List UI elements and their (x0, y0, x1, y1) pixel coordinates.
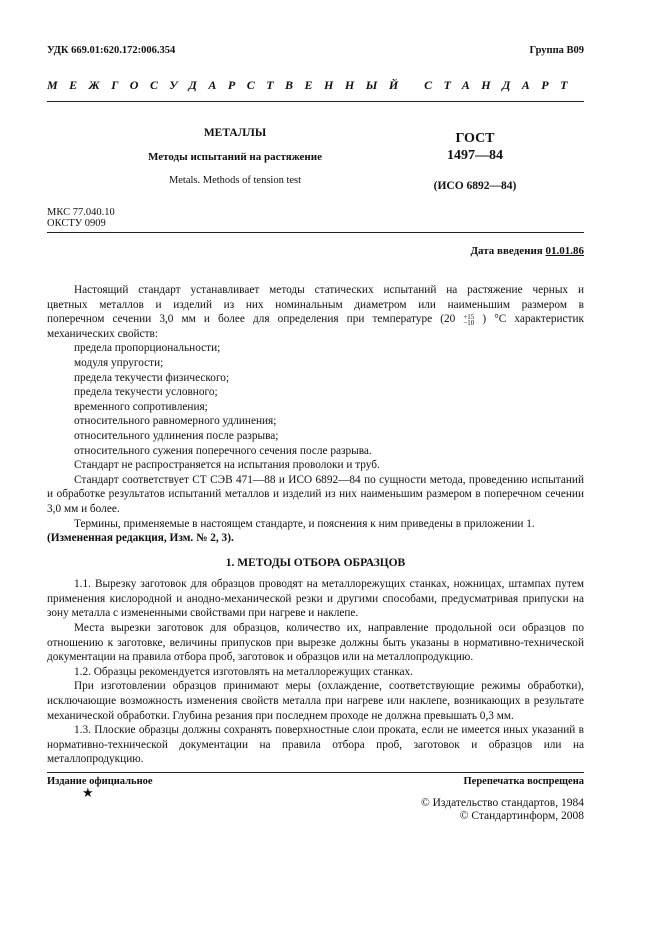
official-edition: Издание официальное (47, 776, 153, 787)
temperature-tolerance: +15 −10 (463, 312, 475, 327)
clause-1-2: 1.2. Образцы рекомендуется изготовлять на металлорежущих станках. (74, 665, 414, 678)
reprint-prohibited: Перепечатка воспрещена (463, 776, 584, 787)
clause-1-3: 1.3. Плоские образцы должны сохранять поверхностные слои проката, если не имеется иных указаний в нормативно-технической документации на правила отбора проб, заготовок и образцов или на металлопродукцию. (47, 724, 584, 766)
compliance-paragraph: Стандарт соответствует СТ СЭВ 471—88 и ИСО 6892—84 по сущности метода, проведению испытаний и обработке результатов испытаний металлов и изделий из них наименьшим размером в поперечном сечении 3,0 мм и более. (47, 473, 584, 515)
doc-subtitle: Методы испытаний на растяжение (148, 151, 322, 163)
footer-rule (47, 772, 584, 773)
terms-paragraph: Термины, применяемые в настоящем стандарте, и пояснения к ним приведены в приложении 1. (74, 517, 535, 530)
doc-english-title: Metals. Methods of tension test (168, 175, 302, 186)
clause-1-1: 1.1. Вырезку заготовок для образцов проводят на металлорежущих станках, ножницах, штампах путем применения кислородной и анодно-механической резки и другими способами, предусматривая припуски на зону металла с измененными свойствами при нагреве и наклепе. (47, 578, 584, 620)
property-item: относительного удлинения после разрыва; (74, 429, 279, 442)
intro-date-label: Дата введения (470, 245, 543, 257)
intro-line-2: цветных металлов и изделий из них номинальным диаметром или наименьшим размером в (47, 298, 584, 311)
doc-title: МЕТАЛЛЫ (203, 127, 267, 139)
property-item: предела текучести физического; (74, 371, 230, 384)
intro-line-1: Настоящий стандарт устанавливает методы статических испытаний на растяжение черных и (74, 284, 584, 296)
star-icon: ★ (82, 785, 94, 800)
gost-number: 1497—84 (447, 148, 503, 163)
revision-note: (Измененная редакция, Изм. № 2, 3). (47, 532, 234, 545)
scope-note: Стандарт не распространяется на испытания проволоки и труб. (74, 459, 380, 472)
intro-date-value: 01.01.86 (545, 245, 584, 257)
gost-label: ГОСТ (455, 131, 495, 146)
property-item: временного сопротивления; (74, 400, 208, 413)
header-rule (47, 101, 584, 102)
property-item: относительного сужения поперечного сечения после разрыва. (74, 444, 372, 457)
property-item: модуля упругости; (74, 356, 164, 369)
property-item: предела текучести условного; (74, 386, 218, 399)
copyright-2: © Стандартинформ, 2008 (459, 810, 584, 822)
intro-date (470, 245, 584, 257)
property-item: относительного равномерного удлинения; (74, 415, 277, 428)
title-rule (47, 232, 584, 233)
clause-1-2-cont: При изготовлении образцов принимают меры (охлаждение, соответствующие режимы обработки), исключающие возможность изменения свойств металла при нагреве или наклепе, возникающих в результате механической обработки. Глубина резания при последнем проходе не должна превышать 0,3 мм. (47, 680, 584, 722)
copyright-1: © Издательство стандартов, 1984 (420, 797, 584, 809)
iso-number: (ИСО 6892—84) (433, 180, 517, 192)
property-item: предела пропорциональности; (74, 342, 221, 355)
clause-1-1-cont: Места вырезки заготовок для образцов, количество их, направление продольной оси образцов по отношению к заготовке, величины припусков при вырезке должны быть указаны в нормативно-технической документации на правила отбора проб, заготовок и образцов или на металлопродукцию. (47, 622, 584, 664)
okstu-code: ОКСТУ 0909 (47, 218, 106, 229)
body-text (47, 283, 584, 767)
group-code: Группа В09 (529, 45, 584, 56)
intro-line-3: поперечном сечении 3,0 мм и более для определения при температуре (20 +15 −10 ) °С характеристик (47, 312, 585, 327)
mks-code: МКС 77.040.10 (47, 207, 115, 218)
intro-line-4: механических свойств: (47, 327, 159, 340)
udk-code: УДК 669.01:620.172:006.354 (47, 45, 176, 56)
section-heading: 1. МЕТОДЫ ОТБОРА ОБРАЗЦОВ (225, 556, 406, 569)
standard-type: МЕЖГОСУДАРСТВЕННЫЙ СТАНДАРТ (47, 78, 579, 92)
